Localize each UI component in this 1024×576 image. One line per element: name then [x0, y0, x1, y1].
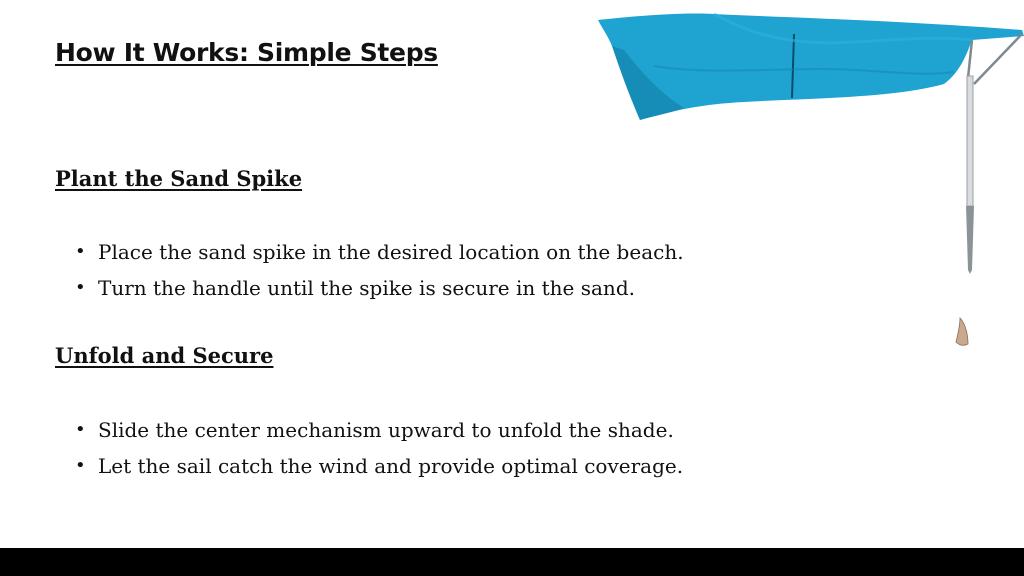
bullet-icon: • [75, 419, 86, 440]
section-heading-unfold: Unfold and Secure [55, 343, 274, 368]
bullet-list-plant [75, 234, 684, 306]
list-item [75, 234, 684, 270]
bottom-bar [0, 548, 1024, 576]
list-item [75, 448, 683, 484]
bullet-icon: • [75, 241, 86, 262]
bullet-text: Turn the handle until the spike is secure in the sand. [98, 276, 635, 300]
bullet-text: Slide the center mechanism upward to unfold the shade. [98, 418, 674, 442]
bullet-list-unfold [75, 412, 683, 484]
list-item [75, 270, 684, 306]
list-item [75, 412, 683, 448]
slide-title: How It Works: Simple Steps [55, 38, 438, 67]
bullet-text: Let the sail catch the wind and provide optimal coverage. [98, 454, 684, 478]
section-heading-plant: Plant the Sand Spike [55, 166, 303, 191]
bullet-icon: • [75, 455, 86, 476]
bullet-text: Place the sand spike in the desired location on the beach. [98, 240, 684, 264]
bullet-icon: • [75, 277, 86, 298]
beach-shade-sail-icon [594, 6, 1024, 356]
